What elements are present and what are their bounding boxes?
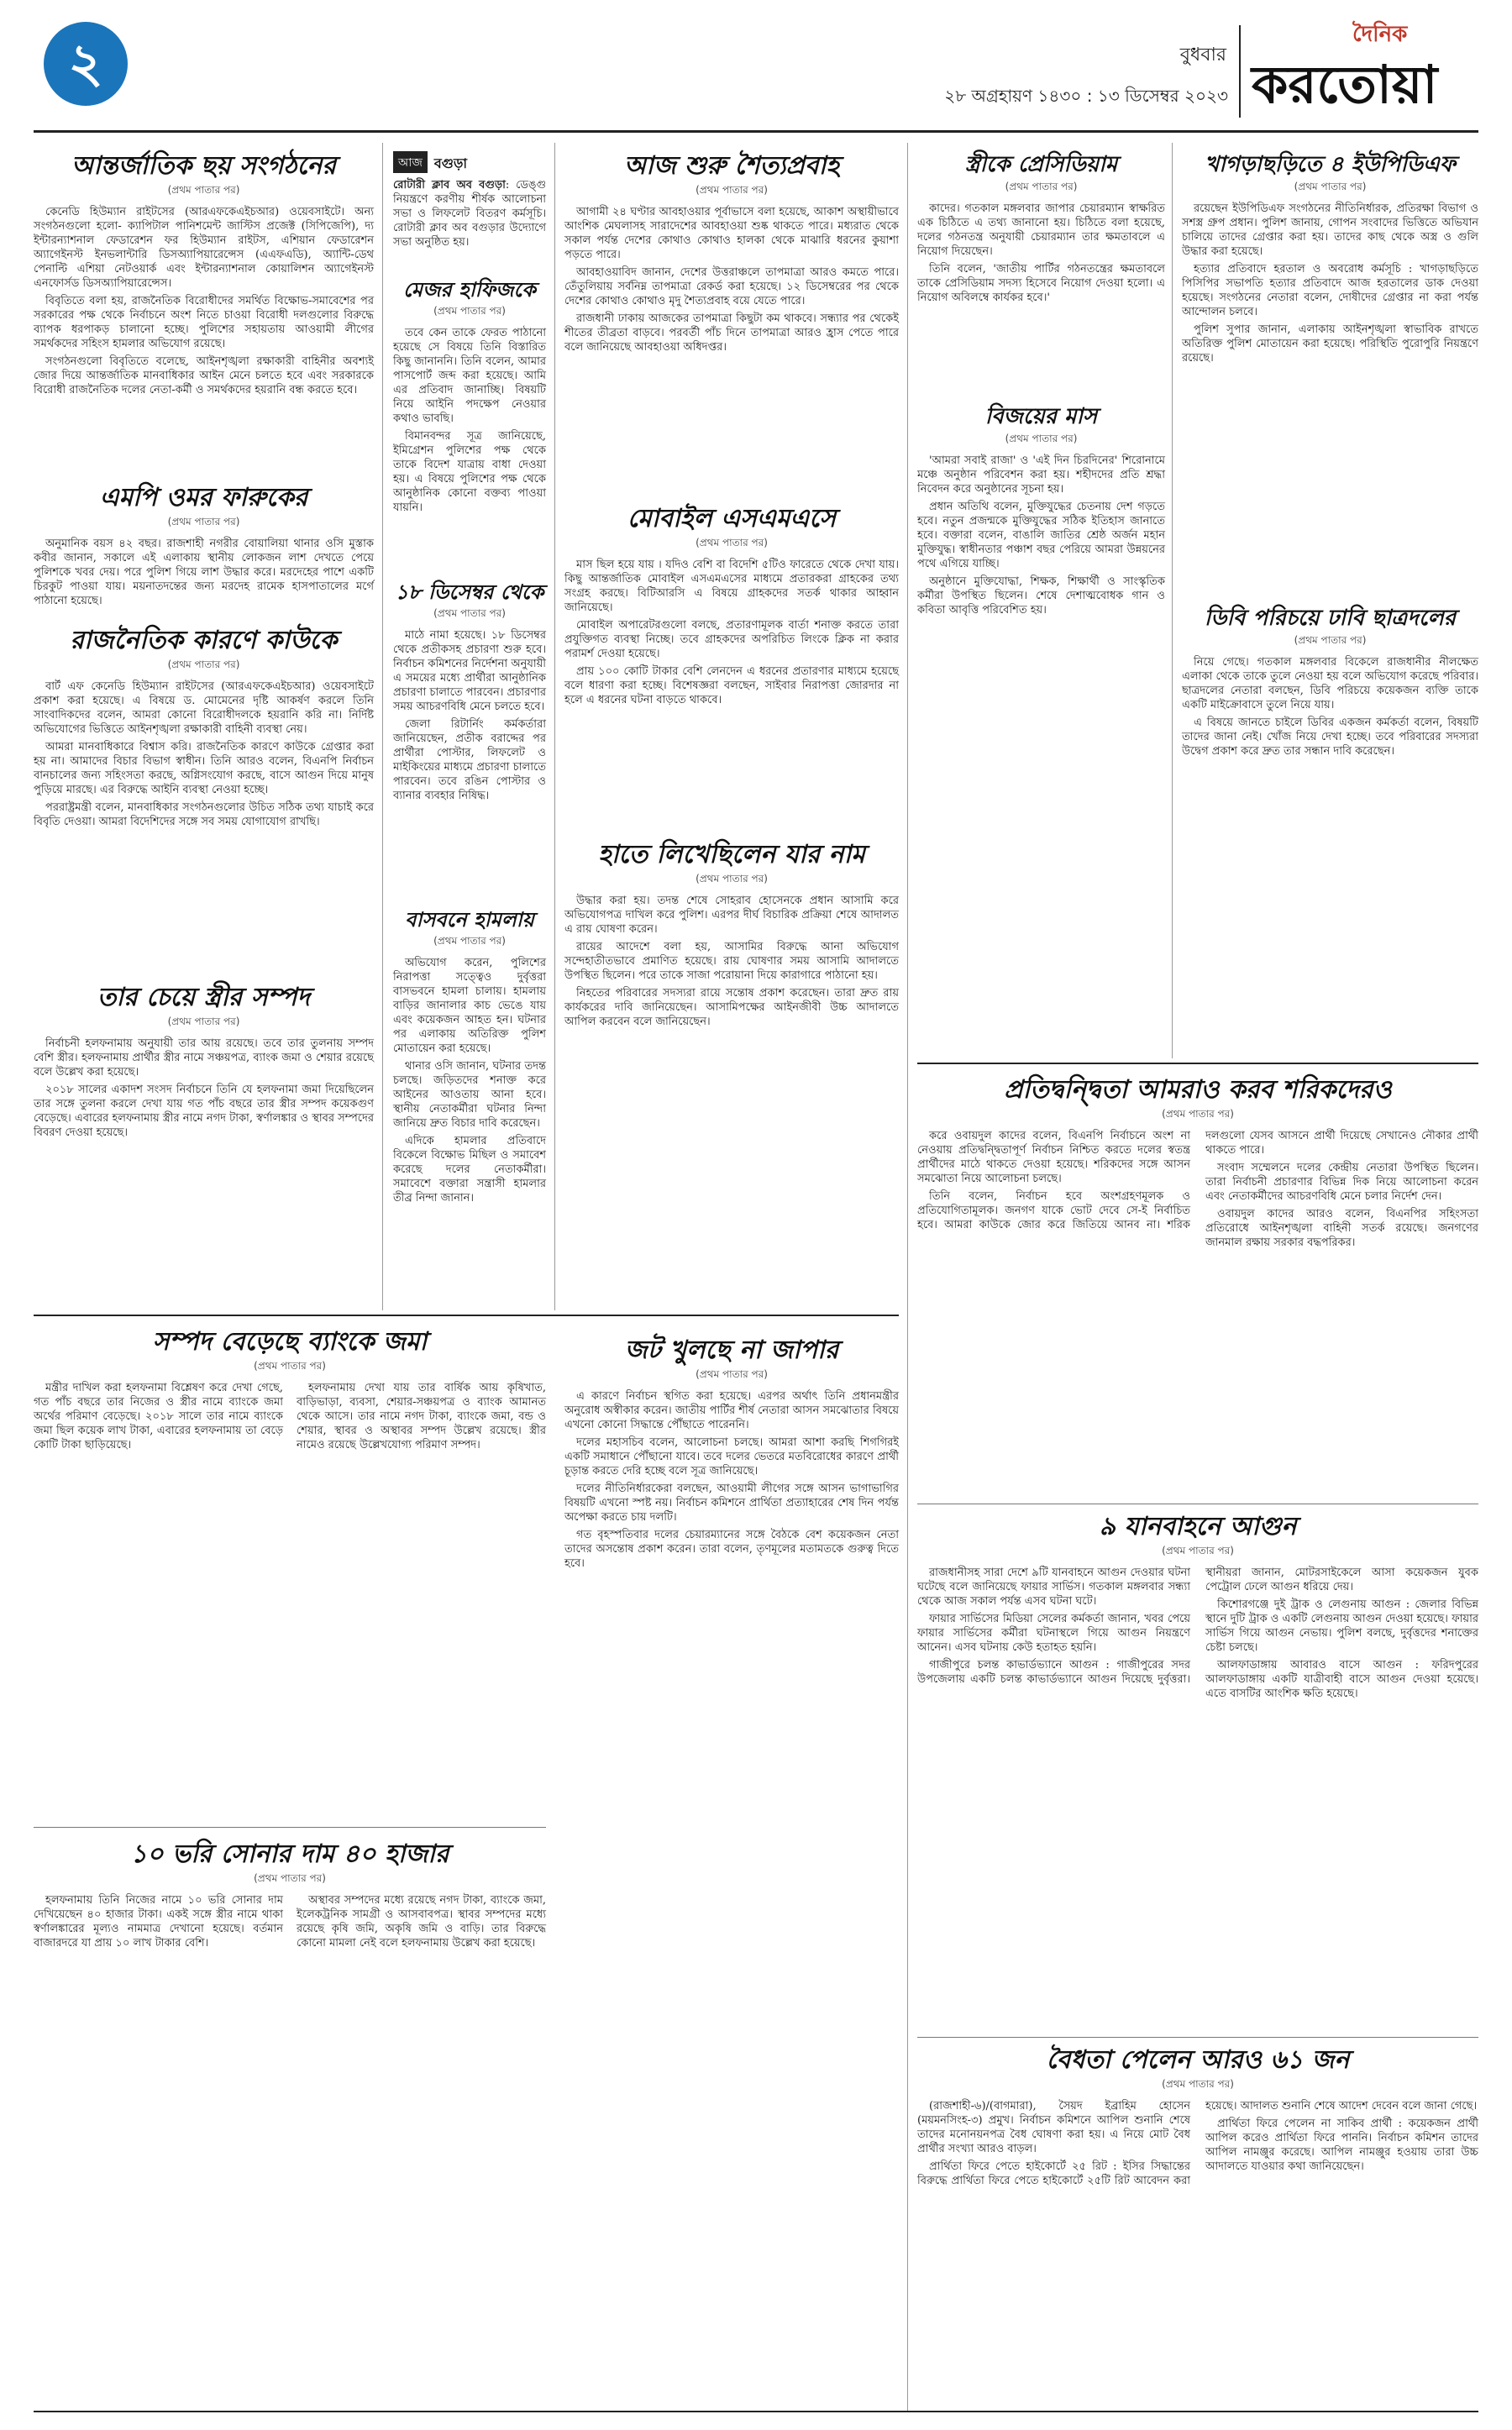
headline: রাজনৈতিক কারণে কাউকে: [70, 626, 338, 655]
article-valid: [917, 2045, 1478, 2188]
article-body: [393, 956, 546, 1205]
paragraph: প্রার্থিতা ফিরে পেলেন না সাকিব প্রার্থী : কয়েকজন প্রার্থী আপিল করেও প্রার্থিতা ফিরে পাননি। নির্বাচন কমিশন তাদের আপিল নামঞ্জুর করেছে। আপিল নামঞ্জুর হওয়ায় তারা উচ্চ আদালতে যাওয়ার কথা জানিয়েছেন।: [1205, 2118, 1478, 2173]
column-rule: [1172, 143, 1173, 1058]
article-body: [393, 628, 546, 803]
article-major: [393, 277, 546, 518]
paragraph: রায়ের আদেশে বলা হয়, আসামির বিরুদ্ধে আনা অভিযোগ সন্দেহাতীতভাবে প্রমাণিত হয়েছে। রায় ঘোষণার সময় আসামি আদালতে উপস্থিত ছিলেন। পরে তাকে সাজা পরোয়ানা দিয়ে কারাগারে পাঠানো হয়।: [564, 941, 899, 982]
article-body: [34, 1037, 374, 1140]
article-body: [393, 326, 546, 515]
paragraph: সংবাদ সম্মেলনে দলের কেন্দ্রীয় নেতারা উপস্থিত ছিলেন। তারা নির্বাচনী প্রচারণার বিভিন্ন দিক নিয়ে আলোচনা করেন এবং নেতাকর্মীদের আচরণবিধি মেনে চলার নির্দেশ দেন।: [1205, 1162, 1478, 1203]
paragraph: উদ্ধার করা হয়। তদন্ত শেষে সোহরাব হোসেনকে প্রধান আসামি করে অভিযোগপত্র দাখিল করে পুলিশ। এরপর দীর্ঘ বিচারিক প্রক্রিয়া শেষে আদালত এ রায় ঘোষণা করেন।: [564, 895, 899, 936]
headline: হাতে লিখেছিলেন যার নাম: [598, 840, 865, 869]
article-body: [917, 1129, 1478, 1250]
continued-from: (প্রথম পাতার পর): [1294, 634, 1367, 646]
continued-from: (প্রথম পাতার পর): [254, 1360, 326, 1372]
article-body: [917, 202, 1165, 305]
paragraph: প্রার্থিতা ফিরে পেতে হাইকোর্টে ২৫ রিট : ইসির সিদ্ধান্তের বিরুদ্ধে প্রার্থিতা ফিরে পেতে হাইকোর্টে ২৫টি রিট আবেদন করা হয়েছে। আদালত শুনানি শেষে আদেশ দেবেন বলে জানা গেছে।: [917, 2100, 1478, 2187]
paragraph: (রাজশাহী-৬)/(বাগমারা), সৈয়দ ইব্রাহিম হোসেন (ময়মনসিংহ-৩) প্রমুখ। নির্বাচন কমিশনে আপিল শুনানি শেষে তাদের মনোনয়নপত্র বৈধ ঘোষণা করা হয়। এ নিয়ে মোট বৈধ প্রার্থীর সংখ্যা আরও বাড়ল।: [917, 2100, 1190, 2155]
headline: বাসবনে হামলায়: [405, 907, 534, 932]
paragraph: প্রধান অতিথি বলেন, মুক্তিযুদ্ধের চেতনায় দেশ গড়তে হবে। নতুন প্রজন্মকে মুক্তিযুদ্ধের সঠিক ইতিহাস জানাতে হবে। বক্তারা বলেন, বাঙালি জাতির শ্রেষ্ঠ অর্জন মহান মুক্তিযুদ্ধ। স্বাধীনতার পঞ্চাশ বছর পেরিয়ে আমরা উন্নয়নের পথে এগিয়ে যাচ্ছি।: [917, 501, 1165, 570]
paragraph: বিবৃতিতে বলা হয়, রাজনৈতিক বিরোধীদের সমর্থিত বিক্ষোভ-সমাবেশের পর সরকারের পক্ষ থেকে নির্বাচনে অংশ নিতে চাওয়া বিরোধী দলগুলোর বিরুদ্ধে ব্যাপক ধরপাকড় চালানো হচ্ছে। পুলিশের সহায়তায় আওয়ামী লীগের সমর্থকদের সহিংস হামলার অভিযোগ রয়েছে।: [34, 295, 374, 350]
column-rule: [907, 143, 908, 2411]
paragraph: আবহাওয়াবিদ জানান, দেশের উত্তরাঞ্চলে তাপমাত্রা আরও কমতে পারে। তেঁতুলিয়ায় সর্বনিম্ন তাপমাত্রা রেকর্ড করা হয়েছে। ১২ ডিসেম্বরের পর থেকে দেশের কোথাও কোথাও মৃদু শৈত্যপ্রবাহ বয়ে যেতে পারে।: [564, 266, 899, 307]
paragraph: অভিযোগ করেন, পুলিশের নিরাপত্তা সত্ত্বেও দুর্বৃত্তরা বাসভবনে হামলা চালায়। হামলায় বাড়ির জানালার কাচ ভেঙে যায় এবং কয়েকজন আহত হন। ঘটনার পর এলাকায় অতিরিক্ত পুলিশ মোতায়েন করা হয়েছে।: [393, 957, 546, 1055]
article-victory: [917, 403, 1165, 621]
article-gold: [34, 1840, 546, 1954]
logo-small-text: দৈনিক: [1352, 22, 1408, 47]
article-dv: [1182, 605, 1478, 762]
paragraph: নিহতের পরিবারের সদস্যরা রায়ে সন্তোষ প্রকাশ করেছেন। তারা দ্রুত রায় কার্যকরের দাবি জানিয়েছেন। আসামিপক্ষের আইনজীবী উচ্চ আদালতে আপিল করবেন বলে জানিয়েছেন।: [564, 987, 899, 1028]
paragraph: মন্ত্রীর দাখিল করা হলফনামা বিশ্লেষণ করে দেখা গেছে, গত পাঁচ বছরে তার নিজের ও স্ত্রীর নামে ব্যাংকে জমা অর্থের পরিমাণ বেড়েছে। ২০১৮ সালে তার নামে ব্যাংকে জমা ছিল কয়েক লাখ টাকা, এবারের হলফনামায় তা বেড়ে কোটি টাকা ছাড়িয়েছে।: [34, 1382, 283, 1451]
continued-from: (প্রথম পাতার পর): [167, 516, 240, 527]
paragraph: ২০১৮ সালের একাদশ সংসদ নির্বাচনে তিনি যে হলফনামা জমা দিয়েছিলেন তার সঙ্গে তুলনা করলে দেখা যায় গত পাঁচ বছরে তার স্ত্রীর সম্পদ কয়েকগুণ বেড়েছে। এবারের হলফনামায় স্ত্রীর নামে নগদ টাকা, স্বর্ণালঙ্কার ও স্থাবর সম্পদের বিবরণ দেওয়া হয়েছে।: [34, 1084, 374, 1139]
paragraph: সংগঠনগুলো বিবৃতিতে বলেছে, আইনশৃঙ্খলা রক্ষাকারী বাহিনীর অবশ্যই জোর দিয়ে আন্তর্জাতিক মানবাধিকার আইন মেনে চলতে হবে এবং সরকারকে বিরোধী রাজনৈতিক দলের নেতা-কর্মী ও সমর্থকদের হয়রানি বন্ধ করতে হবে।: [34, 355, 374, 396]
paragraph: আগামী ২৪ ঘণ্টার আবহাওয়ার পূর্বাভাসে বলা হয়েছে, আকাশ অস্থায়ীভাবে আংশিক মেঘলাসহ সারাদেশের আবহাওয়া শুষ্ক থাকতে পারে। মধ্যরাত থেকে সকাল পর্যন্ত দেশের কোথাও কোথাও হালকা থেকে মাঝারি ধরনের কুয়াশা পড়তে পারে।: [564, 206, 899, 261]
logo: [1252, 17, 1495, 126]
paragraph: প্রায় ১০০ কোটি টাকার বেশি লেনদেন এ ধরনের প্রতারণার মাধ্যমে হয়েছে বলে ধারণা করা হচ্ছে। বিশেষজ্ঞরা বলছেন, সাইবার নিরাপত্তা জোরদার না হলে এ ধরনের ঘটনা বাড়তে থাকবে।: [564, 665, 899, 706]
continued-from: (প্রথম পাতার পর): [167, 184, 240, 196]
article-jatiya: [564, 1336, 899, 1574]
headline: আন্তর্জাতিক ছয় সংগঠনের: [71, 151, 336, 181]
headline: ডিবি পরিচয়ে ঢাবি ছাত্রদলের: [1204, 606, 1457, 631]
headline: প্রতিদ্বন্দ্বিতা আমরাও করব শরিকদেরও: [1004, 1075, 1392, 1105]
headline: আজ শুরু শৈত্যপ্রবাহ: [623, 151, 840, 181]
continued-from: (প্রথম পাতার পর): [696, 873, 768, 884]
paragraph: মাস ছিল হয়ে যায় । যদিও বেশি বা বিদেশি ৫টিও ফারেতে থেকে দেখা যায়। কিছু আন্তর্জাতিক মোবাইল এসএমএসের মাধ্যমে প্রতারকরা গ্রাহকের তথ্য সংগ্রহ করছে। বিটিআরসি এ বিষয়ে গ্রাহকদের সতর্ক থাকার আহ্বান জানিয়েছে।: [564, 559, 899, 614]
article-body: [34, 680, 374, 829]
paragraph: পুলিশ সুপার জানান, এলাকায় আইনশৃঙ্খলা স্বাভাবিক রাখতে অতিরিক্ত পুলিশ মোতায়েন করা হয়েছে। পরিস্থিতি পুরোপুরি নিয়ন্ত্রণে রয়েছে।: [1182, 323, 1478, 365]
paragraph: গাজীপুরে চলন্ত কাভার্ডভ্যানে আগুন : গাজীপুরের সদর উপজেলায় একটি চলন্ত কাভার্ডভ্যানে আগুন দিয়েছে দুর্বৃত্তরা। স্থানীয়রা জানান, মোটরসাইকেলে আসা কয়েকজন যুবক পেট্রোল ঢেলে আগুন ধরিয়ে দেয়।: [917, 1567, 1478, 1686]
article-sharik: [917, 1075, 1478, 1250]
paragraph: পররাষ্ট্রমন্ত্রী বলেন, মানবাধিকার সংগঠনগুলোর উচিত সঠিক তথ্য যাচাই করে বিবৃতি দেওয়া। আমরা বিদেশিদের সঙ্গে সব সময় যোগাযোগ রাখছি।: [34, 801, 374, 828]
headline: বিজয়ের মাস: [984, 404, 1098, 429]
article-body: [34, 1381, 546, 1456]
continued-from: (প্রথম পাতার পর): [696, 184, 768, 196]
paragraph: জেলা রিটার্নিং কর্মকর্তারা জানিয়েছেন, প্রতীক বরাদ্দের পর প্রার্থীরা পোস্টার, লিফলেট ও মাইকিংয়ের মাধ্যমে প্রচারণা চালাতে পারবেন। তবে রঙিন পোস্টার ও ব্যানার ব্যবহার নিষিদ্ধ।: [393, 718, 546, 802]
paragraph: তিনি বলেন, নির্বাচন হবে অংশগ্রহণমূলক ও প্রতিযোগিতামূলক। জনগণ যাকে ভোট দেবে সে-ই নির্বাচিত হবে। আমরা কাউকে জোর করে জিতিয়ে আনব না। শরিক দলগুলো যেসব আসনে প্রার্থী দিয়েছে সেখানেও নৌকার প্রার্থী থাকতে পারে।: [917, 1130, 1478, 1231]
continued-from: (প্রথম পাতার পর): [167, 659, 240, 670]
section-rule: [917, 2037, 1478, 2038]
article-intl: [34, 151, 374, 401]
article-presidium: [917, 151, 1165, 308]
headline: এমপি ওমর ফারুকের: [99, 483, 308, 512]
article-bashabhaban: [393, 907, 546, 1209]
paragraph: তিনি বলেন, 'জাতীয় পার্টির গঠনতন্ত্রের ক্ষমতাবলে তাকে প্রেসিডিয়াম সদস্য হিসেবে নিয়োগ দেওয়া হলো। এ নিয়োগ অবিলম্বে কার্যকর হবে।': [917, 263, 1165, 304]
paragraph: নির্বাচনী হলফনামায় অনুযায়ী তার আয় রয়েছে। তবে তার তুলনায় সম্পদ বেশি স্ত্রীর। হলফনামায় প্রার্থীর স্ত্রীর নামে সঞ্চয়পত্র, ব্যাংক জমা ও শেয়ার রয়েছে বলে উল্লেখ করা হয়েছে।: [34, 1037, 374, 1079]
headline: ১০ ভরি সোনার দাম ৪০ হাজার: [130, 1840, 449, 1869]
paragraph: নিয়ে গেছে। গতকাল মঙ্গলবার বিকেলে রাজধানীর নীলক্ষেত এলাকা থেকে তাকে তুলে নেওয়া হয় বলে অভিযোগ করেছে পরিবার। ছাত্রদলের নেতারা বলছেন, ডিবি পরিচয়ে কয়েকজন ব্যক্তি তাকে একটি মাইক্রোবাসে তুলে নিয়ে যায়।: [1182, 656, 1478, 711]
continued-from: (প্রথম পাতার পর): [1294, 181, 1367, 192]
city-tag-label: বগুড়া: [433, 155, 468, 171]
section-rule: [917, 1063, 1478, 1064]
headline: স্ত্রীকে প্রেসিডিয়াম: [964, 152, 1118, 177]
article-wife-property: [34, 983, 374, 1143]
section-rule: [34, 1827, 546, 1828]
continued-from: (প্রথম পাতার পর): [1162, 2078, 1234, 2090]
paragraph: দলের মহাসচিব বলেন, আলোচনা চলছে। আমরা আশা করছি শিগগিরই একটি সমাধানে পৌঁছানো যাবে। তবে দলের ভেতরে মতবিরোধের কারণে প্রার্থী চূড়ান্ত করতে দেরি হচ্ছে বলে সূত্র জানিয়েছে।: [564, 1436, 899, 1477]
headline: বৈধতা পেলেন আরও ৬১ জন: [1046, 2045, 1350, 2075]
continued-from: (প্রথম পাতার পর): [1005, 433, 1078, 444]
paragraph: তবে কেন তাকে ফেরত পাঠানো হয়েছে সে বিষয়ে তিনি বিস্তারিত কিছু জানাননি। তিনি বলেন, আমার পাসপোর্ট জব্দ করা হয়েছে। আমি এর প্রতিবাদ জানাচ্ছি। বিষয়টি নিয়ে আইনি পদক্ষেপ নেওয়ার কথাও ভাবছি।: [393, 327, 546, 425]
paragraph: গত বৃহস্পতিবার দলের চেয়ারম্যানের সঙ্গে বৈঠকে বেশ কয়েকজন নেতা তাদের অসন্তোষ প্রকাশ করেন। তারা বলেন, তৃণমূলের মতামতকে গুরুত্ব দিতে হবে।: [564, 1529, 899, 1570]
continued-from: (প্রথম পাতার পর): [1162, 1108, 1234, 1120]
masthead-day: বুধবার: [1179, 45, 1226, 66]
page-number: ২: [68, 33, 103, 95]
paragraph: বার্ট এফ কেনেডি হিউম্যান রাইটসের (আরএফকেএইচআর) ওয়েবসাইটে প্রকাশ করা হয়েছে। এ বিষয়ে ড. মোমেনের দৃষ্টি আকর্ষণ করলে তিনি সাংবাদিকদের বলেন, আমরা কোনো বিরোধীদলকে হয়রানি করি না। নির্দিষ্ট অভিযোগের ভিত্তিতে আইনশৃঙ্খলা রক্ষাকারী বাহিনী ব্যবস্থা নেয়।: [34, 680, 374, 736]
page-number-badge: [44, 22, 128, 106]
paragraph: অনুমানিক বয়স ৪২ বছর। রাজশাহী নগরীর বোয়ালিয়া থানার ওসি মুস্তাক কবীর জানান, সকালে এই এলাকায় স্থানীয় লোকজন লাশ দেখতে পেয়ে পুলিশকে খবর দেয়। পরে পুলিশ গিয়ে লাশ উদ্ধার করে। মরদেহের পাশে একটি চিরকুট পাওয়া যায়। ময়নাতদন্তের জন্য মরদেহ রামেক হাসপাতালের মর্গে পাঠানো হয়েছে।: [34, 538, 374, 607]
headline: ৯ যানবাহনে আগুন: [1099, 1512, 1297, 1541]
paragraph: এ কারণে নির্বাচন স্থগিত করা হয়েছে। এরপর অর্থাৎ তিনি প্রধানমন্ত্রীর অনুরোধ অস্বীকার করেন। জাতীয় পার্টির শীর্ষ নেতারা আসন সমঝোতার বিষয়ে এখনো কোনো সিদ্ধান্তে পৌঁছাতে পারেননি।: [564, 1390, 899, 1431]
article-body: [564, 1389, 899, 1571]
article-body: [917, 1566, 1478, 1701]
headline: তার চেয়ে স্ত্রীর সম্পদ: [97, 983, 311, 1012]
paragraph: হলফনামায় তিনি নিজের নামে ১০ ভরি সোনার দাম দেখিয়েছেন ৪০ হাজার টাকা। একই সঙ্গে স্ত্রীর নামে থাকা স্বর্ণালঙ্কারের মূল্যও নামমাত্র দেখানো হয়েছে। বর্তমান বাজারদরে যা প্রায় ১০ লাখ টাকার বেশি।: [34, 1894, 283, 1950]
article-body: [917, 2099, 1478, 2188]
article-dec18: [393, 580, 546, 806]
continued-from: (প্রথম পাতার পর): [433, 305, 506, 317]
bogura-brief: [393, 178, 546, 253]
article-body: [917, 454, 1165, 617]
masthead-divider: [1239, 25, 1241, 118]
paragraph: অনুষ্ঠানে মুক্তিযোদ্ধা, শিক্ষক, শিক্ষার্থী ও সাংস্কৃতিক কর্মীরা উপস্থিত ছিলেন। শেষে দেশাত্মবোধক গান ও কবিতা আবৃত্তি পরিবেশিত হয়।: [917, 575, 1165, 617]
brief-text: : ডেঙ্গু নিয়ন্ত্রণে করণীয় শীর্ষক আলোচনা সভা ও লিফলেট বিতরণ কর্মসূচি। রোটারী ক্লাব অব বগুড়ার উদ্যোগে সভা অনুষ্ঠিত হয়।: [393, 179, 546, 249]
article-body: [34, 205, 374, 397]
article-mobile: [564, 504, 899, 711]
article-body: [34, 1893, 546, 1954]
headline: ১৮ ডিসেম্বর থেকে: [395, 580, 544, 604]
paragraph: এদিকে হামলার প্রতিবাদে বিকেলে বিক্ষোভ মিছিল ও সমাবেশ করেছে দলের নেতাকর্মীরা। সমাবেশে বক্তারা সন্ত্রাসী হামলার তীব্র নিন্দা জানান।: [393, 1135, 546, 1205]
headline: মোবাইল এসএমএসে: [627, 504, 837, 533]
headline: মেজর হাফিজকে: [403, 277, 536, 302]
headline: সম্পদ বেড়েছে ব্যাংকে জমা: [152, 1327, 428, 1357]
article-mp-omar: [34, 483, 374, 611]
article-cold: [564, 151, 899, 358]
continued-from: (প্রথম পাতার পর): [433, 607, 506, 619]
paragraph: মাঠে নামা হয়েছে। ১৮ ডিসেম্বর থেকে প্রতীকসহ প্রচারণা শুরু হবে। নির্বাচন কমিশনের নির্দেশনা অনুযায়ী এ সময়ের মধ্যে প্রার্থীরা আনুষ্ঠানিক প্রচারণা চালাতে পারবেন। প্রচারণার সময় আচরণবিধি মেনে চলতে হবে।: [393, 629, 546, 713]
column-rule: [382, 143, 383, 1310]
brief-lead: রোটারী ক্লাব অব বগুড়া: [393, 179, 506, 192]
paragraph: থানার ওসি জানান, ঘটনার তদন্ত চলছে। জড়িতদের শনাক্ত করে আইনের আওতায় আনা হবে। স্থানীয় নেতাকর্মীরা ঘটনার নিন্দা জানিয়ে দ্রুত বিচার দাবি করেছেন।: [393, 1060, 546, 1130]
continued-from: (প্রথম পাতার পর): [696, 1368, 768, 1380]
continued-from: (প্রথম পাতার পর): [696, 537, 768, 548]
section-rule: [34, 1315, 899, 1316]
paragraph: করে ওবায়দুল কাদের বলেন, বিএনপি নির্বাচনে অংশ না নেওয়ায় প্রতিদ্বন্দ্বিতাপূর্ণ নির্বাচন নিশ্চিত করতে দলের স্বতন্ত্র প্রার্থীদের মাঠে থাকতে দেওয়া হয়েছে। শরিকদের সঙ্গে আসন সমঝোতা নিয়ে আলোচনা চলছে।: [917, 1130, 1190, 1185]
article-body: [564, 558, 899, 707]
paragraph: রাজধানী ঢাকায় আজকের তাপমাত্রা কিছুটা কম থাকবে। সন্ধ্যার পর থেকেই শীতের তীব্রতা বাড়বে। পরবর্তী পাঁচ দিনে তাপমাত্রা আরও হ্রাস পেতে পারে বলে জানিয়েছে আবহাওয়া অধিদপ্তর।: [564, 312, 899, 354]
article-politics: [34, 626, 374, 832]
bottom-rule: [34, 2411, 1478, 2412]
continued-from: (প্রথম পাতার পর): [254, 1872, 326, 1884]
paragraph: ওবায়দুল কাদের আরও বলেন, বিএনপির সহিংসতা প্রতিরোধে আইনশৃঙ্খলা বাহিনী সতর্ক রয়েছে। জনগণের জানমাল রক্ষায় সরকার বদ্ধপরিকর।: [1205, 1208, 1478, 1249]
article-khagrachari: [1182, 151, 1478, 369]
article-body: [564, 894, 899, 1029]
city-tag: [393, 151, 546, 173]
continued-from: (প্রথম পাতার পর): [433, 935, 506, 947]
article-body: [564, 205, 899, 354]
column-rule: [554, 143, 555, 1310]
headline: জট খুলছে না জাপার: [624, 1336, 839, 1365]
paragraph: রাজধানীসহ সারা দেশে ৯টি যানবাহনে আগুন দেওয়ার ঘটনা ঘটেছে বলে জানিয়েছে ফায়ার সার্ভিস। গতকাল মঙ্গলবার সন্ধ্যা থেকে আজ সকাল পর্যন্ত এসব ঘটনা ঘটে।: [917, 1567, 1190, 1608]
paragraph: কাদের। গতকাল মঙ্গলবার জাপার চেয়ারম্যান স্বাক্ষরিত এক চিঠিতে এ তথ্য জানানো হয়। চিঠিতে বলা হয়েছে, দলের গঠনতন্ত্র অনুযায়ী চেয়ারম্যান তার ক্ষমতাবলে এ নিয়োগ দিয়েছেন।: [917, 202, 1165, 258]
article-bank: [34, 1327, 546, 1456]
paragraph: 'আমরা সবাই রাজা' ও 'এই দিন চিরদিনের' শিরোনামে মঞ্চে অনুষ্ঠান পরিবেশন করা হয়। শহীদদের প্রতি শ্রদ্ধা নিবেদন করে অনুষ্ঠানের সূচনা হয়।: [917, 454, 1165, 496]
masthead: [0, 0, 1512, 143]
paragraph: আমরা মানবাধিকারে বিশ্বাস করি। রাজনৈতিক কারণে কাউকে গ্রেপ্তার করা হয় না। আমাদের বিচার বিভাগ স্বাধীন। তিনি আরও বলেন, বিএনপি নির্বাচন বানচালের জন্য সহিংসতা করছে, অগ্নিসংযোগ করছে, বাসে আগুন দিয়ে মানুষ পুড়িয়ে মারছে। এর বিরুদ্ধে আইনি ব্যবস্থা নেওয়া হচ্ছে।: [34, 741, 374, 796]
headline: খাগড়াছড়িতে ৪ ইউপিডিএফ: [1205, 152, 1456, 177]
logo-main-text: করতোয়া: [1252, 54, 1438, 115]
paragraph: এ বিষয়ে জানতে চাইলে ডিবির একজন কর্মকর্তা বলেন, বিষয়টি তাদের জানা নেই। খোঁজ নিয়ে দেখা হচ্ছে। তবে পরিবারের সদস্যরা উদ্বেগ প্রকাশ করে দ্রুত তার সন্ধান দাবি করেছেন।: [1182, 716, 1478, 758]
paragraph: কেনেডি হিউম্যান রাইটসের (আরএফকেএইচআর) ওয়েবসাইটে। অন্য সংগঠনগুলো হলো- ক্যাপিটাল পানিশমেন্ট জাস্টিস প্রজেক্ট (সিপিজেপি), দ্য ইন্টারন্যাশনাল ফেডারেশন ফর হিউম্যান রাইটস, এশিয়ান ফেডারেশন অ্যাগেইনস্ট ইনভলান্টারি ডিসঅ্যাপিয়ারেন্সেস (এএফএডি), অ্যান্টি-ডেথ পেনাল্টি এশিয়া নেটওয়ার্ক এবং ইন্টারন্যাশনাল কোয়ালিশন অ্যাগেইনস্ট এনফোর্সড ডিসঅ্যাপিয়ারেন্সেস।: [34, 206, 374, 290]
article-vehicle-fire: [917, 1512, 1478, 1701]
paragraph: দলের নীতিনির্ধারকেরা বলছেন, আওয়ামী লীগের সঙ্গে আসন ভাগাভাগির বিষয়টি এখনো স্পষ্ট নয়। নির্বাচন কমিশনে প্রার্থিতা প্রত্যাহারের শেষ দিন পর্যন্ত অপেক্ষা করতে চায় দলটি।: [564, 1483, 899, 1524]
continued-from: (প্রথম পাতার পর): [1162, 1545, 1234, 1556]
masthead-date: ২৮ অগ্রহায়ণ ১৪৩০ : ১৩ ডিসেম্বর ২০২৩: [944, 86, 1228, 106]
paragraph: অস্থাবর সম্পদের মধ্যে রয়েছে নগদ টাকা, ব্যাংকে জমা, ইলেকট্রনিক সামগ্রী ও আসবাবপত্র। স্থাবর সম্পদের মধ্যে রয়েছে কৃষি জমি, অকৃষি জমি ও বাড়ি। তার বিরুদ্ধে কোনো মামলা নেই বলে হলফনামায় উল্লেখ করা হয়েছে।: [297, 1894, 546, 1950]
masthead-rule: [34, 130, 1478, 133]
paragraph: বিমানবন্দর সূত্র জানিয়েছে, ইমিগ্রেশন পুলিশের পক্ষ থেকে তাকে বিদেশ যাত্রায় বাধা দেওয়া হয়। এ বিষয়ে পুলিশের পক্ষ থেকে আনুষ্ঠানিক কোনো বক্তব্য পাওয়া যায়নি।: [393, 430, 546, 514]
paragraph: রয়েছেন ইউপিডিএফ সংগঠনের নীতিনির্ধারক, প্রতিরক্ষা বিভাগ ও সশস্ত্র গ্রুপ প্রধান। পুলিশ জানায়, গোপন সংবাদের ভিত্তিতে অভিযান চালিয়ে তাদের গ্রেপ্তার করা হয়। তাদের কাছ থেকে অস্ত্র ও গুলি উদ্ধার করা হয়েছে।: [1182, 202, 1478, 258]
paragraph: ফায়ার সার্ভিসের মিডিয়া সেলের কর্মকর্তা জানান, খবর পেয়ে ফায়ার সার্ভিসের কর্মীরা ঘটনাস্থলে গিয়ে আগুন নিয়ন্ত্রণে আনেন। এসব ঘটনায় কেউ হতাহত হয়নি।: [917, 1613, 1190, 1654]
paragraph: মোবাইল অপারেটরগুলো বলছে, প্রতারণামূলক বার্তা শনাক্ত করতে তারা প্রযুক্তিগত ব্যবস্থা নিচ্ছে। তবে গ্রাহকদের অপরিচিত লিংকে ক্লিক না করার পরামর্শ দেওয়া হয়েছে।: [564, 619, 899, 660]
city-tag-prefix: আজ: [393, 151, 428, 173]
paragraph: হলফনামায় দেখা যায় তার বার্ষিক আয় কৃষিখাত, বাড়িভাড়া, ব্যবসা, শেয়ার-সঞ্চয়পত্র ও ব্যাংক আমানত থেকে আসে। তার নামে নগদ টাকা, ব্যাংকে জমা, বন্ড ও শেয়ার, স্থাবর ও অস্থাবর সম্পদ উল্লেখ রয়েছে। স্ত্রীর নামেও রয়েছে উল্লেখযোগ্য পরিমাণ সম্পদ।: [297, 1382, 546, 1451]
continued-from: (প্রথম পাতার পর): [167, 1016, 240, 1027]
paragraph: আলফাডাঙ্গায় আবারও বাসে আগুন : ফরিদপুরের আলফাডাঙ্গায় একটি যাত্রীবাহী বাসে আগুন দেওয়া হয়েছে। এতে বাসটির আংশিক ক্ষতি হয়েছে।: [1205, 1659, 1478, 1700]
article-handwritten: [564, 840, 899, 1032]
paragraph: কিশোরগঞ্জে দুই ট্রাক ও লেগুনায় আগুন : জেলার বিভিন্ন স্থানে দুটি ট্রাক ও একটি লেগুনায় আগুন দেওয়া হয়েছে। ফায়ার সার্ভিস গিয়ে আগুন নেভায়। পুলিশ বলছে, দুর্বৃত্তদের শনাক্তের চেষ্টা চলছে।: [1205, 1598, 1478, 1654]
paragraph: হত্যার প্রতিবাদে হরতাল ও অবরোধ কর্মসূচি : খাগড়াছড়িতে পিসিপির সভাপতি হত্যার প্রতিবাদে আজ হরতালের ডাক দেওয়া হয়েছে। সংগঠনের নেতারা বলেন, দোষীদের গ্রেপ্তার না করা পর্যন্ত আন্দোলন চলবে।: [1182, 263, 1478, 318]
article-body: [1182, 655, 1478, 758]
article-body: [1182, 202, 1478, 365]
continued-from: (প্রথম পাতার পর): [1005, 181, 1078, 192]
article-body: [34, 537, 374, 608]
